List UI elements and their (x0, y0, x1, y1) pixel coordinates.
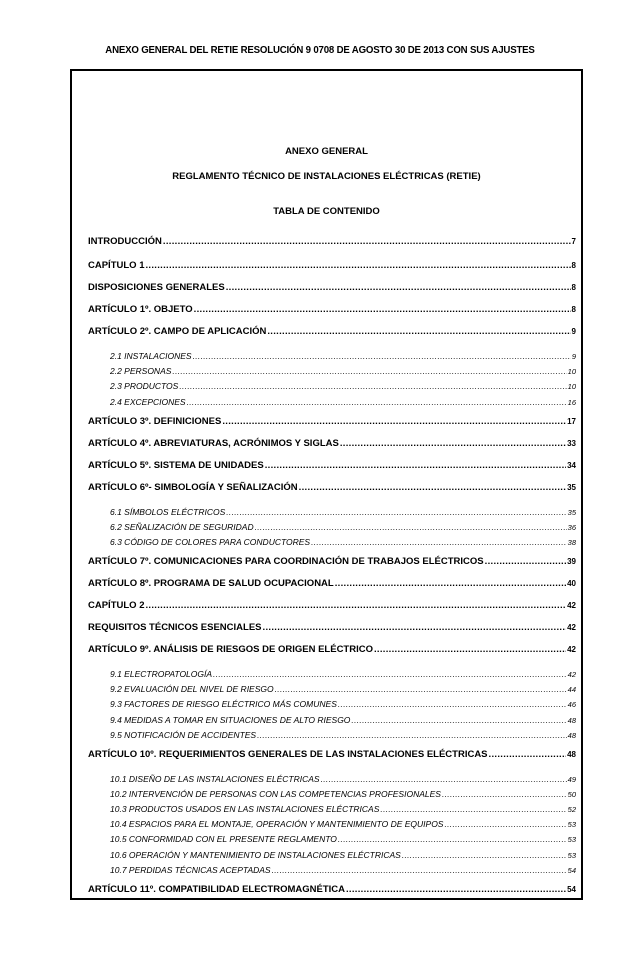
toc-leader-dots (179, 380, 566, 392)
toc-entry-page: 53 (567, 820, 576, 830)
toc-entry-page: 48 (567, 730, 576, 740)
toc-subentry[interactable] (88, 380, 576, 395)
toc-leader-dots (145, 599, 566, 613)
toc-entry-page: 48 (567, 749, 576, 759)
toc-entry-title: ARTÍCULO 4º. ABREVIATURAS, ACRÓNIMOS Y SIGLAS (88, 437, 339, 449)
toc-entry[interactable] (88, 303, 576, 325)
toc-leader-dots (163, 235, 571, 249)
toc-entry-page: 9 (571, 352, 576, 361)
toc-subentry[interactable] (88, 773, 576, 788)
toc-leader-dots (299, 481, 566, 495)
toc-entry-page: 50 (567, 789, 576, 799)
toc-entry-title: ARTÍCULO 7º. COMUNICACIONES PARA COORDINACIÓN DE TRABAJOS ELÉCTRICOS (88, 555, 484, 567)
toc-entry-title: ARTÍCULO 2º. CAMPO DE APLICACIÓN (88, 326, 267, 337)
toc-entry[interactable] (88, 281, 576, 303)
toc-leader-dots (145, 259, 570, 273)
toc-entry-page: 38 (567, 537, 576, 547)
toc-entry-page: 39 (567, 556, 576, 566)
toc-entry-page: 52 (567, 805, 576, 815)
running-header: ANEXO GENERAL DEL RETIE RESOLUCIÓN 9 0708 DE AGOSTO 30 DE 2013 CON SUS AJUSTES (105, 44, 535, 56)
toc-leader-dots (222, 415, 566, 429)
toc-entry-title: 9.5 NOTIFICACIÓN DE ACCIDENTES (110, 729, 257, 740)
toc-entry-title: 2.1 INSTALACIONES (110, 351, 192, 361)
toc-entry-title: 10.5 CONFORMIDAD CON EL PRESENTE REGLAMENTO (110, 834, 337, 845)
toc-entry-title: ARTÍCULO 10º. REQUERIMIENTOS GENERALES DE LAS INSTALACIONES ELÉCTRICAS (88, 748, 488, 760)
toc-entry-page: 48 (567, 715, 576, 725)
toc-entry[interactable] (88, 577, 576, 599)
toc-entry-page: 36 (567, 522, 576, 532)
toc-entry-title: 6.3 CÓDIGO DE COLORES PARA CONDUCTORES (110, 536, 311, 547)
toc-entry-page: 49 (567, 774, 576, 784)
toc-subentry[interactable] (88, 396, 576, 415)
toc-entry-title: 9.2 EVALUACIÓN DEL NIVEL DE RIESGO (110, 684, 274, 695)
toc-entry-page: 7 (571, 237, 576, 246)
toc-entry-page: 54 (567, 884, 576, 894)
toc-entry[interactable] (88, 555, 576, 577)
toc-leader-dots (402, 849, 567, 861)
toc-entry-page: 33 (567, 438, 576, 448)
toc-subentry[interactable] (88, 536, 576, 555)
toc-entry[interactable] (88, 235, 576, 259)
toc-leader-dots (172, 365, 566, 377)
toc-entry-page: 10 (567, 367, 576, 377)
toc-entry-page: 9 (571, 327, 576, 336)
toc-leader-dots (275, 683, 567, 695)
toc-entry-page: 46 (567, 700, 576, 710)
toc-entry-title: CAPÍTULO 1 (88, 260, 145, 271)
toc-leader-dots (187, 396, 567, 408)
toc-leader-dots (193, 350, 571, 362)
toc-leader-dots (213, 668, 567, 680)
toc-entry-title: ARTÍCULO 8º. PROGRAMA DE SALUD OCUPACIONAL (88, 577, 334, 589)
toc-entry-page: 42 (567, 600, 576, 610)
toc-subentry[interactable] (88, 714, 576, 729)
toc-entry-title: 2.2 PERSONAS (110, 366, 172, 377)
table-of-contents (88, 235, 576, 905)
toc-entry-title: 9.3 FACTORES DE RIESGO ELÉCTRICO MÁS COMUNES (110, 699, 337, 710)
toc-entry-page: 16 (567, 397, 576, 407)
toc-subentry[interactable] (88, 521, 576, 536)
toc-entry[interactable] (88, 259, 576, 281)
toc-entry-page: 35 (567, 507, 576, 517)
toc-leader-dots (338, 698, 567, 710)
toc-leader-dots (263, 621, 567, 635)
toc-entry[interactable] (88, 459, 576, 481)
toc-leader-dots (226, 506, 566, 518)
toc-entry-title: 10.7 PERDIDAS TÉCNICAS ACEPTADAS (110, 864, 271, 875)
toc-entry[interactable] (88, 481, 576, 503)
toc-subentry[interactable] (88, 864, 576, 883)
toc-entry-title: 10.4 ESPACIOS PARA EL MONTAJE, OPERACIÓN Y MANTENIMIENTO DE EQUIPOS (110, 819, 444, 830)
toc-entry-title: 10.6 OPERACIÓN Y MANTENIMIENTO DE INSTALACIONES ELÉCTRICAS (110, 849, 401, 860)
toc-entry-title: DISPOSICIONES GENERALES (88, 282, 225, 293)
toc-subentry[interactable] (88, 365, 576, 380)
toc-leader-dots (444, 818, 566, 830)
toc-entry-page: 42 (567, 622, 576, 632)
toc-leader-dots (335, 577, 566, 591)
toc-entry-title: ARTÍCULO 3º. DEFINICIONES (88, 415, 222, 427)
toc-subentry[interactable] (88, 350, 576, 365)
toc-entry-title: ARTÍCULO 6º- SIMBOLOGÍA Y SEÑALIZACIÓN (88, 481, 298, 493)
toc-leader-dots (265, 459, 566, 473)
toc-entry[interactable] (88, 748, 576, 770)
toc-subentry[interactable] (88, 698, 576, 713)
toc-entry-page: 53 (567, 850, 576, 860)
toc-leader-dots (374, 643, 566, 657)
toc-leader-dots (380, 803, 566, 815)
regulation-title: REGLAMENTO TÉCNICO DE INSTALACIONES ELÉCTRICAS (RETIE) (172, 171, 481, 182)
toc-leader-dots (267, 325, 570, 339)
toc-entry-page: 8 (571, 283, 576, 292)
toc-entry-title: CAPÍTULO 2 (88, 599, 145, 611)
toc-subentry[interactable] (88, 668, 576, 683)
toc-heading: TABLA DE CONTENIDO (273, 206, 380, 217)
annex-title: ANEXO GENERAL (285, 146, 368, 157)
toc-subentry[interactable] (88, 788, 576, 803)
toc-entry-page: 54 (567, 865, 576, 875)
toc-leader-dots (442, 788, 567, 800)
toc-leader-dots (272, 864, 567, 876)
toc-entry[interactable] (88, 599, 576, 621)
toc-entry-title: ARTÍCULO 1º. OBJETO (88, 304, 193, 315)
toc-entry-page: 8 (571, 305, 576, 314)
toc-subentry[interactable] (88, 803, 576, 818)
toc-leader-dots (489, 748, 567, 762)
toc-entry-title: ARTÍCULO 9º. ANÁLISIS DE RIESGOS DE ORIGEN ELÉCTRICO (88, 643, 373, 655)
toc-entry-title: 10.1 DISEÑO DE LAS INSTALACIONES ELÉCTRICAS (110, 773, 320, 784)
toc-entry-title: 9.4 MEDIDAS A TOMAR EN SITUACIONES DE ALTO RIESGO (110, 714, 351, 725)
toc-entry[interactable] (88, 437, 576, 459)
toc-leader-dots (340, 437, 566, 451)
toc-leader-dots (485, 555, 566, 569)
toc-subentry[interactable] (88, 729, 576, 748)
toc-leader-dots (338, 833, 567, 845)
toc-entry-title: ARTÍCULO 11º. COMPATIBILIDAD ELECTROMAGNÉTICA (88, 883, 345, 895)
toc-entry-page: 8 (571, 261, 576, 270)
toc-leader-dots (311, 536, 567, 548)
toc-leader-dots (226, 281, 571, 295)
toc-leader-dots (194, 303, 571, 317)
toc-subentry[interactable] (88, 849, 576, 864)
toc-subentry[interactable] (88, 833, 576, 848)
toc-entry-title: 2.4 EXCEPCIONES (110, 396, 186, 407)
toc-subentry[interactable] (88, 818, 576, 833)
toc-entry-title: 6.1 SÍMBOLOS ELÉCTRICOS (110, 506, 226, 517)
toc-leader-dots (255, 521, 567, 533)
toc-entry-title: ARTÍCULO 5º. SISTEMA DE UNIDADES (88, 459, 264, 471)
toc-entry-title: INTRODUCCIÓN (88, 236, 162, 247)
toc-subentry[interactable] (88, 506, 576, 521)
toc-leader-dots (346, 883, 566, 897)
toc-entry-page: 53 (567, 835, 576, 845)
toc-entry[interactable] (88, 621, 576, 643)
toc-entry-title: 9.1 ELECTROPATOLOGÍA (110, 668, 213, 679)
toc-entry-page: 34 (567, 460, 576, 470)
toc-entry-title: 2.3 PRODUCTOS (110, 381, 179, 392)
toc-entry-title: REQUISITOS TÉCNICOS ESENCIALES (88, 621, 262, 633)
toc-leader-dots (321, 773, 567, 785)
toc-entry-page: 17 (567, 416, 576, 426)
toc-entry-page: 10 (567, 382, 576, 392)
toc-entry-page: 40 (567, 578, 576, 588)
toc-entry[interactable] (88, 643, 576, 665)
toc-entry[interactable] (88, 325, 576, 347)
toc-subentry[interactable] (88, 683, 576, 698)
toc-entry-title: 10.3 PRODUCTOS USADOS EN LAS INSTALACIONES ELÉCTRICAS (110, 804, 380, 815)
toc-entry[interactable] (88, 415, 576, 437)
toc-entry-page: 35 (567, 482, 576, 492)
toc-entry-page: 42 (567, 644, 576, 654)
toc-entry-page: 44 (567, 685, 576, 695)
toc-entry-title: 6.2 SEÑALIZACIÓN DE SEGURIDAD (110, 521, 254, 532)
toc-leader-dots (257, 729, 567, 741)
toc-entry[interactable] (88, 883, 576, 905)
toc-leader-dots (351, 714, 566, 726)
toc-entry-page: 42 (567, 669, 576, 679)
toc-entry-title: 10.2 INTERVENCIÓN DE PERSONAS CON LAS COMPETENCIAS PROFESIONALES (110, 788, 441, 799)
